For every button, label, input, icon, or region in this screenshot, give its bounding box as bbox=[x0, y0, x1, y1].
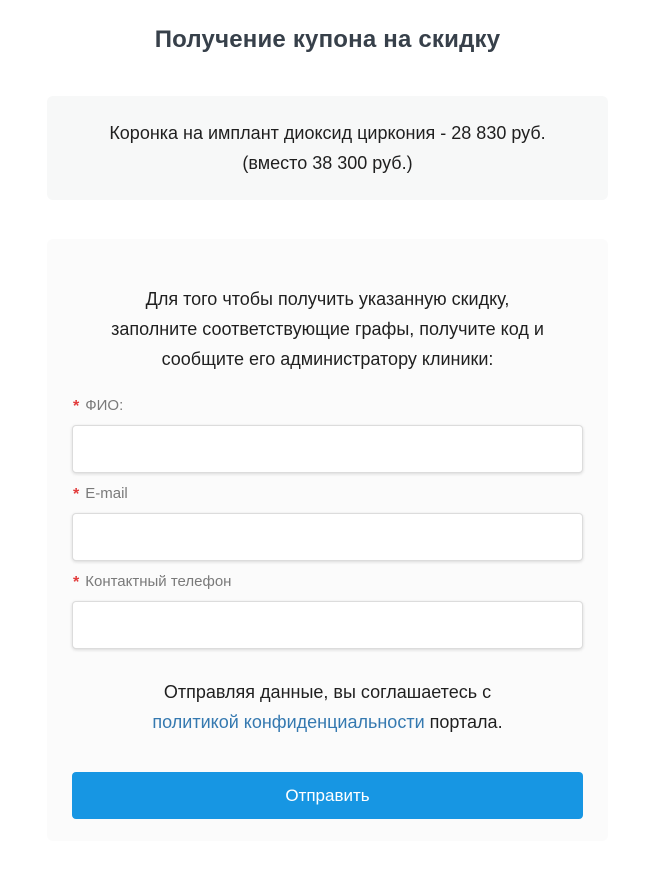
consent-text bbox=[72, 677, 583, 737]
offer-text-line2: (вместо 38 300 руб.) bbox=[242, 153, 413, 173]
phone-input[interactable] bbox=[72, 601, 583, 649]
form-intro-line3: сообщите его администратору клиники: bbox=[161, 349, 494, 369]
fio-input[interactable] bbox=[72, 425, 583, 473]
email-label-text: E-mail bbox=[85, 485, 128, 502]
phone-field-group bbox=[72, 574, 583, 649]
required-asterisk-icon: * bbox=[73, 398, 80, 415]
offer-box bbox=[47, 96, 608, 200]
fio-label-text: ФИО: bbox=[85, 397, 124, 414]
email-label bbox=[72, 486, 583, 503]
consent-line1: Отправляя данные, вы соглашаетесь с bbox=[163, 682, 492, 702]
form-intro-line1: Для того чтобы получить указанную скидку, bbox=[145, 289, 510, 309]
form-intro-text bbox=[72, 284, 583, 374]
required-asterisk-icon: * bbox=[73, 574, 80, 591]
fio-field-group bbox=[72, 398, 583, 473]
email-field-group bbox=[72, 486, 583, 561]
privacy-policy-link[interactable]: политикой конфиденциальности bbox=[152, 712, 425, 732]
email-input[interactable] bbox=[72, 513, 583, 561]
phone-label-text: Контактный телефон bbox=[85, 573, 232, 590]
submit-button[interactable]: Отправить bbox=[72, 772, 583, 819]
coupon-form-card bbox=[47, 239, 608, 841]
consent-line2 bbox=[72, 707, 583, 737]
consent-suffix: портала. bbox=[424, 712, 503, 732]
offer-text-line1: Коронка на имплант диоксид циркония - 28 830 руб. bbox=[109, 123, 546, 143]
page-title: Получение купона на скидку bbox=[154, 26, 501, 53]
phone-label bbox=[72, 574, 583, 591]
coupon-page bbox=[47, 24, 608, 841]
fio-label bbox=[72, 398, 583, 415]
required-asterisk-icon: * bbox=[73, 486, 80, 503]
form-intro-line2: заполните соответствующие графы, получите код и bbox=[111, 319, 544, 339]
